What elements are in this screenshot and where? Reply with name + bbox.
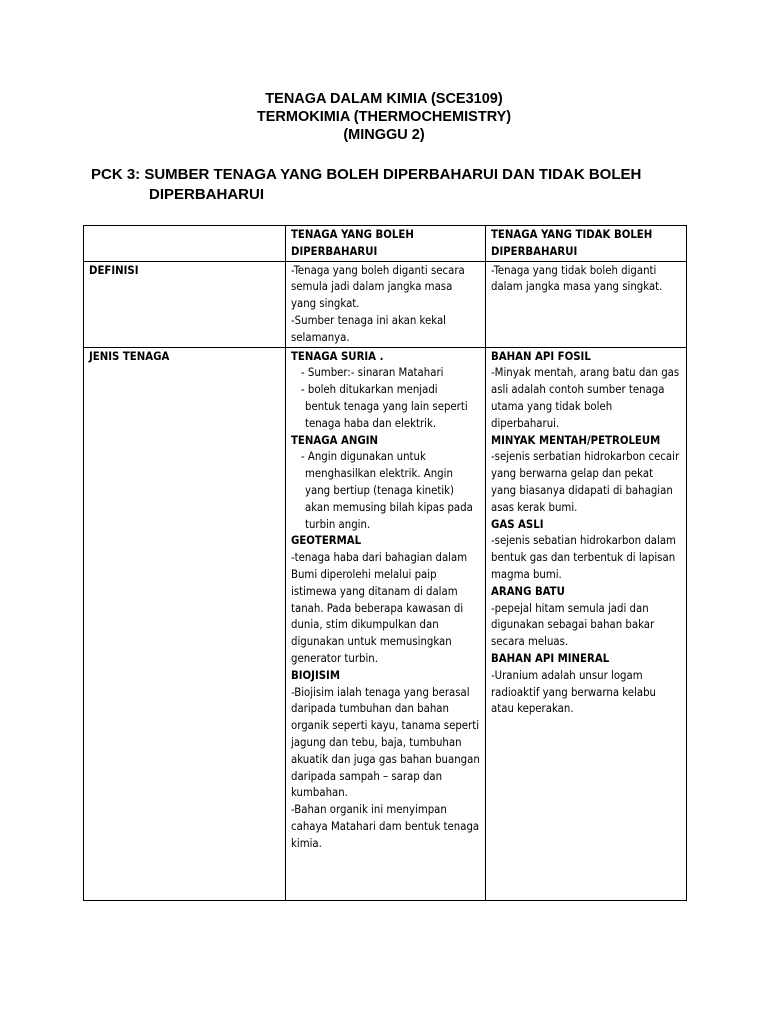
mineral-heading: BAHAN API MINERAL: [491, 651, 610, 665]
row-label-definisi: DEFINISI: [84, 261, 286, 347]
energy-comparison-table: [83, 225, 687, 901]
mineral-point-1: -Uranium adalah unsur logam radioaktif yang berwarna kelabu atau keperakan.: [491, 668, 656, 716]
angin-heading: TENAGA ANGIN: [291, 433, 378, 447]
gas-asli-heading: GAS ASLI: [491, 517, 544, 531]
biojisim-point-1: -Biojisim ialah tenaga yang berasal daripada tumbuhan dan bahan organik seperti kayu, tanama seperti jagung dan tebu, baja, tumbuhan akuatik dan juga gas bahan buangan daripada sampah – sarap dan kumbahan.: [291, 685, 480, 800]
empty-header-cell: [84, 226, 286, 262]
geotermal-point-1: -tenaga haba dari bahagian dalam Bumi diperolehi melalui paip istimewa yang ditanam di dalam tanah. Pada beberapa kawasan di dunia, stim dikumpulkan dan digunakan untuk memusingkan generator turbin.: [291, 551, 468, 665]
arang-batu-point-1: -pepejal hitam semula jadi dan digunakan sebagai bahan bakar secara meluas.: [491, 601, 655, 649]
geotermal-heading: GEOTERMAL: [291, 534, 362, 548]
gas-asli-point-1: -sejenis sebatian hidrokarbon dalam bentuk gas dan terbentuk di lapisan magma bumi.: [491, 534, 676, 581]
biojisim-heading: BIOJISIM: [291, 668, 340, 682]
table-row-jenis: [84, 347, 687, 900]
definisi-renewable-cell: [286, 261, 486, 347]
angin-point-1: - Angin digunakan untuk: [301, 450, 426, 464]
header-renewable: TENAGA YANG BOLEH DIPERBAHARUI: [286, 226, 486, 262]
suria-point-2: - boleh ditukarkan menjadi: [301, 383, 438, 397]
biojisim-point-2: -Bahan organik ini menyimpan cahaya Matahari dam bentuk tenaga kimia.: [291, 803, 480, 850]
jenis-nonrenewable-cell: [486, 347, 687, 900]
week-label: (MINGGU 2): [343, 127, 425, 143]
arang-batu-heading: ARANG BATU: [491, 584, 565, 598]
header-nonrenewable: TENAGA YANG TIDAK BOLEH DIPERBAHARUI: [486, 226, 687, 262]
definisi-renewable-2: -Sumber tenaga ini akan kekal selamanya.: [291, 313, 447, 344]
definisi-renewable-1: -Tenaga yang boleh diganti secara semula jadi dalam jangka masa yang singkat.: [291, 263, 465, 311]
section-heading-line1: PCK 3: SUMBER TENAGA YANG BOLEH DIPERBAHARUI DAN TIDAK BOLEH: [91, 166, 642, 183]
definisi-nonrenewable-cell: -Tenaga yang tidak boleh diganti dalam jangka masa yang singkat.: [486, 261, 687, 347]
course-title: TENAGA DALAM KIMIA (SCE3109): [265, 91, 503, 107]
fosil-point-1: -Minyak mentah, arang batu dan gas asli adalah contoh sumber tenaga utama yang tidak boleh diperbaharui.: [491, 366, 680, 430]
section-heading: [91, 165, 691, 205]
minyak-point-1: -sejenis serbatian hidrokarbon cecair yang berwarna gelap dan pekat yang biasanya didapati di bahagian asas kerak bumi.: [491, 450, 680, 514]
suria-point-2-cont: bentuk tenaga yang lain seperti tenaga haba dan elektrik.: [305, 399, 468, 430]
fosil-heading: BAHAN API FOSIL: [491, 349, 591, 363]
table-header-row: [84, 226, 687, 262]
suria-point-1: - Sumber:- sinaran Matahari: [301, 366, 444, 380]
document-title: [0, 90, 768, 144]
row-label-jenis: JENIS TENAGA: [84, 347, 286, 900]
minyak-heading: MINYAK MENTAH/PETROLEUM: [491, 433, 661, 447]
jenis-renewable-cell: [286, 347, 486, 900]
topic-title: TERMOKIMIA (THERMOCHEMISTRY): [256, 109, 512, 125]
table-row-definisi: [84, 261, 687, 347]
suria-heading: TENAGA SURIA .: [291, 349, 384, 363]
section-heading-line2: DIPERBAHARUI: [149, 186, 265, 203]
angin-point-1-cont: menghasilkan elektrik. Angin yang bertiup (tenaga kinetik) akan memusing bilah kipas pada turbin angin.: [305, 467, 473, 531]
